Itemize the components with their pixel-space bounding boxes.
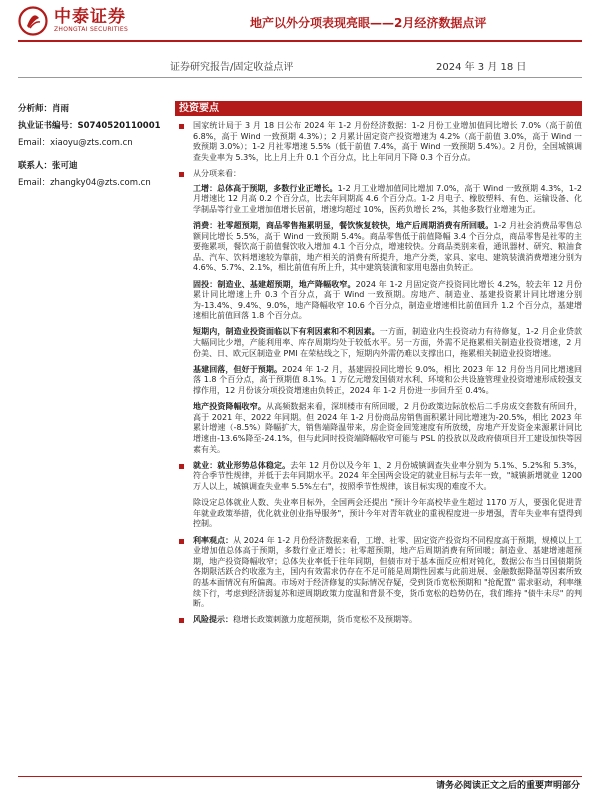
- logo-english-name: ZHONGTAI SECURITIES: [54, 26, 129, 33]
- email-label: Email：: [18, 178, 51, 188]
- report-date: 2024 年 3 月 18 日: [436, 62, 527, 73]
- bullet-icon: [179, 172, 184, 177]
- summary-paragraph: 消费：社零超预期，商品零售拖累明显，餐饮恢复较快，地产后周期消费有所回暖。1-2 月社会消费品零售总额同比增长 5.5%，高于 Wind 一致预期 5.4%。商品零售低于前值降幅 3.4 个百分点，商品零售是社零的主要拖累项，餐饮高于前值餐饮收入增加 4.1 个百分点，增速较快。分商品类别来看，通讯器材、研究、粮油食品、汽车、饮料增速较为靠前，地产相关的消费有所提升，地产分类，家具、家电、建筑装潢消费增速分别为 4.6%、5.7%、2.1%，相比前值有所上升，其中建筑装潢和家用电器由负转正。: [193, 220, 583, 273]
- summary-paragraph: 除设定总体就业人数、失业率目标外，全国两会还提出 "预计今年高校毕业生超过 1170 万人，要强化促进青年就业政策举措，优化就业创业指导服务"，预计今年对青年就业的重视程度进一步增强，青年失业率有望得到控制。: [193, 498, 582, 529]
- report-header: [0, 0, 600, 44]
- contact-email[interactable]: zhangky04@zts.com.cn: [50, 178, 151, 188]
- analyst-sidebar: [18, 103, 168, 194]
- bullet-icon: [179, 464, 184, 469]
- contact-name: 张可迪: [52, 161, 78, 171]
- report-title: 地产以外分项表现亮眼——2月经济数据点评: [250, 16, 487, 30]
- subheader-divider: [18, 77, 582, 78]
- summary-paragraph: 地产投资降幅收窄。从高频数据来看，深圳楼市有所回暖，2 月份政策边际放松后二手房成交套数有所回升，高于 2021 年、2022 年同期。但 2024 年 1-2 月份商品房销售面积累计同比增速为-20.5%，相比 2023 年累计增速（-8.5%）降幅扩大，销售端降温带来，房企资金回笼速度有所放缓，房地产开发资金来源累计同比增速由-13.6%降至-24.1%，但与此同时投资端降幅收窄可能与 PSL 的投放以及政府债项目开工建设加快等因素有关。: [193, 402, 582, 454]
- summary-paragraph: 从分项来看：: [175, 169, 582, 180]
- contact-label: 联系人：: [18, 161, 53, 171]
- bullet-icon: [179, 539, 184, 544]
- summary-paragraph: 风险提示：稳增长政策刺激力度超预期，货币宽松不及预期等。: [175, 615, 582, 626]
- report-type: 证券研究报告/固定收益点评: [170, 62, 294, 73]
- summary-paragraph: 工增：总体高于预期，多数行业正增长。1-2 月工业增加值同比增加 7.0%，高于 Wind 一致预期 4.3%，1-2 月增速比 12 月高 0.2 个百分点，比去年同期高 4.6 个百分点。1-2 月电子、橡胶塑料、有色、运输设备、化学制品等行业工业增加值增长居前，增速均超过 10%，医药负增长 2%，其他多数行业增速为正。: [193, 183, 583, 214]
- summary-paragraph: 短期内，制造业投资面临以下有利因素和不利因素。一方面，制造业内生投资动力有待修复，1-2 月企业贷款大幅同比少增，产能利用率、库存周期均处于较低水平。另一方面，外需不足拖累相关制造业投资增速，2 月份美、日、欧元区制造业 PMI 在荣枯线之下，短期内外需仍难以支撑出口，拖累相关制造业投资增速。: [193, 327, 583, 358]
- summary-section-header: 投资要点: [175, 101, 582, 116]
- analyst-label: 分析师：: [18, 104, 53, 114]
- logo-chinese-name: 中泰证券: [54, 7, 126, 27]
- analyst-name: 肖雨: [52, 104, 70, 114]
- report-footer: [0, 776, 600, 800]
- summary-paragraph: 就业：就业形势总体稳定。去年 12 月份以及今年 1、2 月份城镇调查失业率分别为 5.1%、5.2%和 5.3%，符合季节性规律，并低于去年同期水平。2024 年全国两会设定的就业目标与去年一致，"城镇新增就业 1200 万人以上，城镇调查失业率 5.5%左右"，按照季节性规律，该目标实现的难度不大。: [175, 461, 582, 493]
- email-label: Email：: [18, 138, 51, 148]
- cert-label: 执业证书编号：: [18, 121, 78, 131]
- summary-paragraph: 利率观点：从 2024 年 1-2 月份经济数据来看，工增、社零、固定资产投资均不同程度高于预期，规模以上工业增加值总体高于预期，多数行业正增长；社零超预期，地产后周期消费有所回暖；制造业、基建增速超预期，地产投资降幅收窄；总体失业率低于往年同期，但债市对于基本面反应相对钝化，数据公布当日国债期货各期限活跃合约收涨为主，国内有效需求仍存在不足可能是周期性因素与此前进展、金融数据降温等因素所致的基本面情况有所偏离。市场对于经济修复的实际情况存疑，受到货币宽松预期和 "抢配置" 需求驱动，利率继续下行，考虑到经济弱复苏和逆周期政策力度温和背景不变，货币宽松的趋势仍在，我们维持 "债牛未尽" 的判断。: [175, 536, 582, 610]
- summary-paragraph: 国家统计局于 3 月 18 日公布 2024 年 1-2 月份经济数据：1-2 月份工业增加值同比增长 7.0%（高于前值 6.8%，高于 Wind 一致预期 4.3%）；2 月累计固定资产投资增速为 4.2%（高于前值 3.0%，高于 Wind 一致预期 3.0%）；1-2 月社零增速 5.5%（低于前值 7.4%，高于 Wind 一致预期 5.4%）。2 月份，全国城镇调查失业率为 5.3%，比上月上升 0.1 个百分点，比上年同月下降 0.3 个百分点。: [175, 121, 582, 163]
- bullet-icon: [179, 618, 184, 623]
- footer-disclaimer: 请务必阅读正文之后的重要声明部分: [435, 781, 580, 791]
- summary-content: [175, 121, 582, 631]
- bullet-icon: [179, 124, 184, 129]
- zhongtai-logo-icon: [18, 6, 48, 36]
- summary-paragraph: 固投：制造业、基建超预期，地产降幅收窄。2024 年 1-2 月固定资产投资同比增长 4.2%，较去年 12 月份累计同比增速上升 0.3 个百分点，高于 Wind 一致预期。房地产、制造业、基建投资累计同比增速分别为-13.4%、9.4%、9.0%，地产降幅收窄 10.6 个百分点，制造业增速相比前值回升 1.2 个百分点，基建增速相比前值回落 1.8 个百分点。: [193, 279, 582, 321]
- cert-number: S0740520110001: [77, 121, 161, 131]
- header-divider: [18, 40, 582, 42]
- footer-divider: [18, 776, 582, 777]
- summary-paragraph: 基建回落，但好于预期。2024 年 1-2 月，基建固投同比增长 9.0%，相比 2023 年 12 月份当月同比增速回落 1.8 个百分点，高于预期值 8.1%。1 万亿元增发国债对水利、环境和公共设施管理业投资增速形成较强支撑作用，12 月份该分项投资增速由负转正，2024 年 1-2 月份进一步回升至 0.4%。: [193, 364, 582, 396]
- analyst-email[interactable]: xiaoyu@zts.com.cn: [50, 138, 133, 148]
- company-logo: [18, 6, 128, 36]
